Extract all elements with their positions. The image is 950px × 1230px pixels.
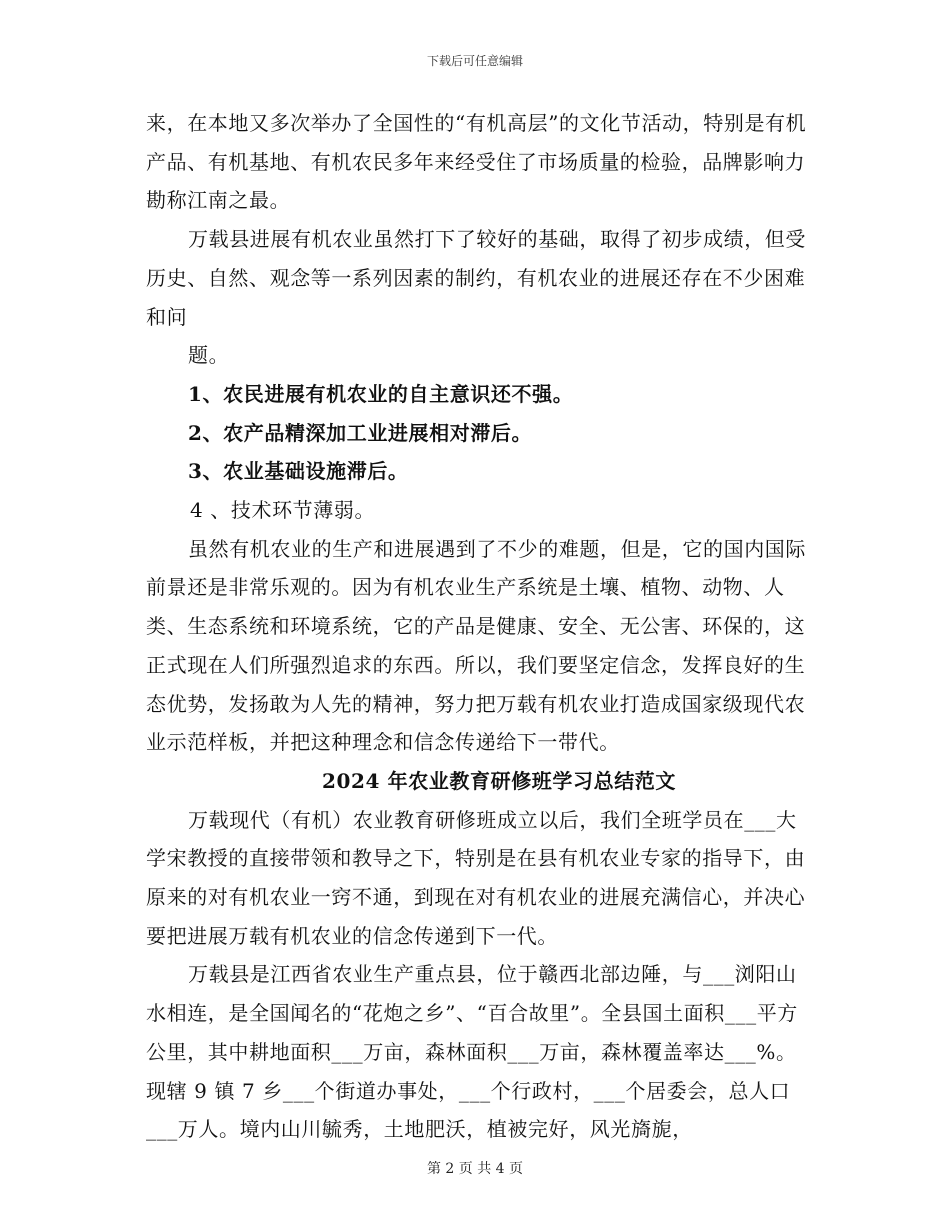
paragraph-county-profile: 万载县是江西省农业生产重点县，位于赣西北部边陲，与___浏阳山水相连，是全国闻名的“花炮之乡”、“百合故里”。全县国土面积___平方公里，其中耕地面积___万亩，森林面积___万亩，森林覆盖率达___%。现辖 9 镇 7 乡___个街道办事处，___个行政村，___个居委会，总人口___万人。境内山川毓秀，土地肥沃，植被完好，风光旖旎，	[146, 962, 798, 1142]
paragraph-class-intro: 万载现代（有机）农业教育研修班成立以后，我们全班学员在___大学宋教授的直接带领和教导之下，特别是在县有机农业专家的指导下，由原来的对有机农业一窍不通，到现在对有机农业的进展充满信心，并决心要把进展万载有机农业的信念传递到下一代。	[146, 807, 806, 948]
paragraph-problems-intro: 万载县进展有机农业虽然打下了较好的基础，取得了初步成绩，但受历史、自然、观念等一系列因素的制约，有机农业的进展还存在不少困难和问	[146, 227, 806, 329]
list-item-2: 2、农产品精深加工业进展相对滞后。	[188, 420, 533, 445]
list-item-1: 1、农民进展有机农业的自主意识还不强。	[188, 381, 574, 406]
list-item-4: 4 、技术环节薄弱。	[190, 498, 376, 523]
list-item-3: 3、农业基础设施滞后。	[188, 459, 409, 484]
paragraph-problems-intro-end: 题。	[188, 343, 230, 368]
document-body	[146, 104, 816, 1149]
paragraph-outlook: 虽然有机农业的生产和进展遇到了不少的难题，但是，它的国内国际前景还是非常乐观的。因为有机农业生产系统是土壤、植物、动物、人类、生态系统和环境系统，它的产品是健康、安全、无公害、环保的，这正式现在人们所强烈追求的东西。所以，我们要坚定信念，发挥良好的生态优势，发扬敢为人先的精神，努力把万载有机农业打造成国家级现代农业示范样板，并把这种理念和信念传递给下一带代。	[146, 536, 806, 755]
page-header: 下载后可任意编辑	[426, 54, 523, 68]
section-title: 2024 年农业教育研修班学习总结范文	[321, 768, 677, 793]
page-footer: 第 2 页 共 4 页	[426, 1161, 524, 1177]
paragraph-continued: 来，在本地又多次举办了全国性的“有机高层”的文化节活动，特别是有机产品、有机基地、有机农民多年来经受住了市场质量的检验，品牌影响力勘称江南之最。	[146, 111, 807, 213]
